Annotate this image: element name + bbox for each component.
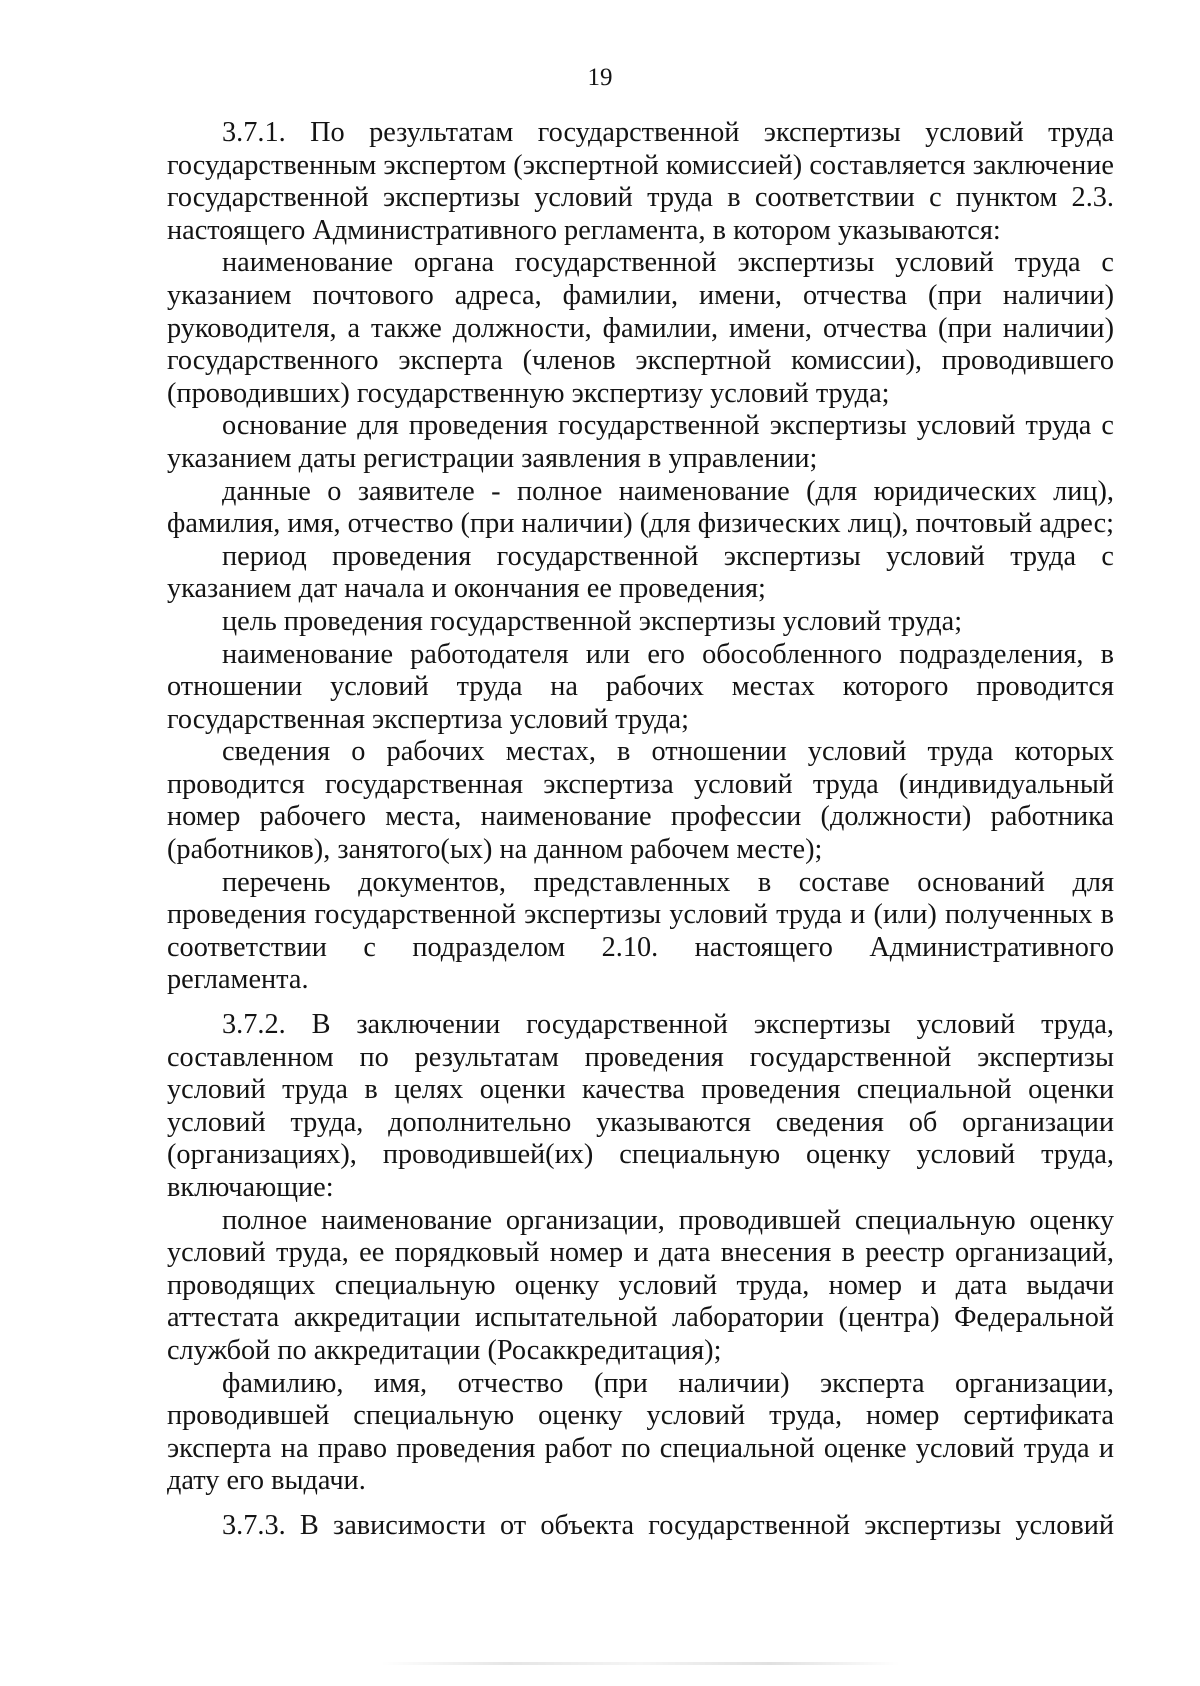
document-body — [167, 117, 1114, 1543]
paragraph-item-employer-name: наименование работодателя или его обособленного подразделения, в отношении условий труда на рабочих местах которого проводится государственная экспертиза условий труда; — [167, 638, 1114, 735]
paragraph-item-basis: основание для проведения государственной экспертизы условий труда с указанием даты регистрации заявления в управлении; — [167, 410, 1114, 474]
paragraph-item-workplaces: сведения о рабочих местах, в отношении условий труда которых проводится государственная экспертиза условий труда (индивидуальный номер рабочего места, наименование профессии (должности) работника (работников), занятого(ых) на данном рабочем месте); — [167, 736, 1114, 866]
paragraph-3-7-2: 3.7.2. В заключении государственной экспертизы условий труда, составленном по результатам проведения государственной экспертизы условий труда в целях оценки качества проведения специальной оценки условий труда, дополнительно указываются сведения об организации (организациях), проводившей(их) специальную оценку условий труда, включающие: — [167, 1009, 1114, 1203]
paragraph-item-period: период проведения государственной экспертизы условий труда с указанием дат начала и окончания ее проведения; — [167, 540, 1114, 605]
paragraph-item-expert-name: фамилию, имя, отчество (при наличии) эксперта организации, проводившей специальную оценку условий труда, номер сертификата эксперта на право проведения работ по специальной оценке условий труда и дату его выдачи. — [167, 1367, 1114, 1497]
paragraph-item-purpose: цель проведения государственной экспертизы условий труда; — [222, 605, 963, 637]
paragraph-item-documents-list: перечень документов, представленных в составе оснований для проведения государственной экспертизы условий труда и (или) полученных в соответствии с подразделом 2.10. настоящего Административного регламента. — [167, 866, 1114, 996]
paragraph-item-applicant-data: данные о заявителе - полное наименование (для юридических лиц), фамилия, имя, отчество (при наличии) (для физических лиц), почтовый адрес; — [167, 475, 1114, 540]
paragraph-3-7-3: 3.7.3. В зависимости от объекта государственной экспертизы условий — [222, 1509, 1114, 1541]
page-number: 19 — [587, 64, 613, 91]
scan-smudge — [380, 1662, 900, 1665]
paragraph-3-7-1: 3.7.1. По результатам государственной экспертизы условий труда государственным экспертом (экспертной комиссией) составляется заключение государственной экспертизы условий труда в соответствии с пунктом 2.3. настоящего Административного регламента, в котором указываются: — [167, 117, 1114, 246]
paragraph-item-authority-name: наименование органа государственной экспертизы условий труда с указанием почтового адреса, фамилии, имени, отчества (при наличии) руководителя, а также должности, фамилии, имени, отчества (при наличии) государственного эксперта (членов экспертной комиссии), проводившего (проводивших) государственную экспертизу условий труда; — [167, 247, 1114, 409]
paragraph-item-organization-name: полное наименование организации, проводившей специальную оценку условий труда, ее порядковый номер и дата внесения в реестр организаций, проводящих специальную оценку условий труда, номер и дата выдачи аттестата аккредитации испытательной лаборатории (центра) Федеральной службой по аккредитации (Росаккредитация); — [167, 1204, 1114, 1366]
